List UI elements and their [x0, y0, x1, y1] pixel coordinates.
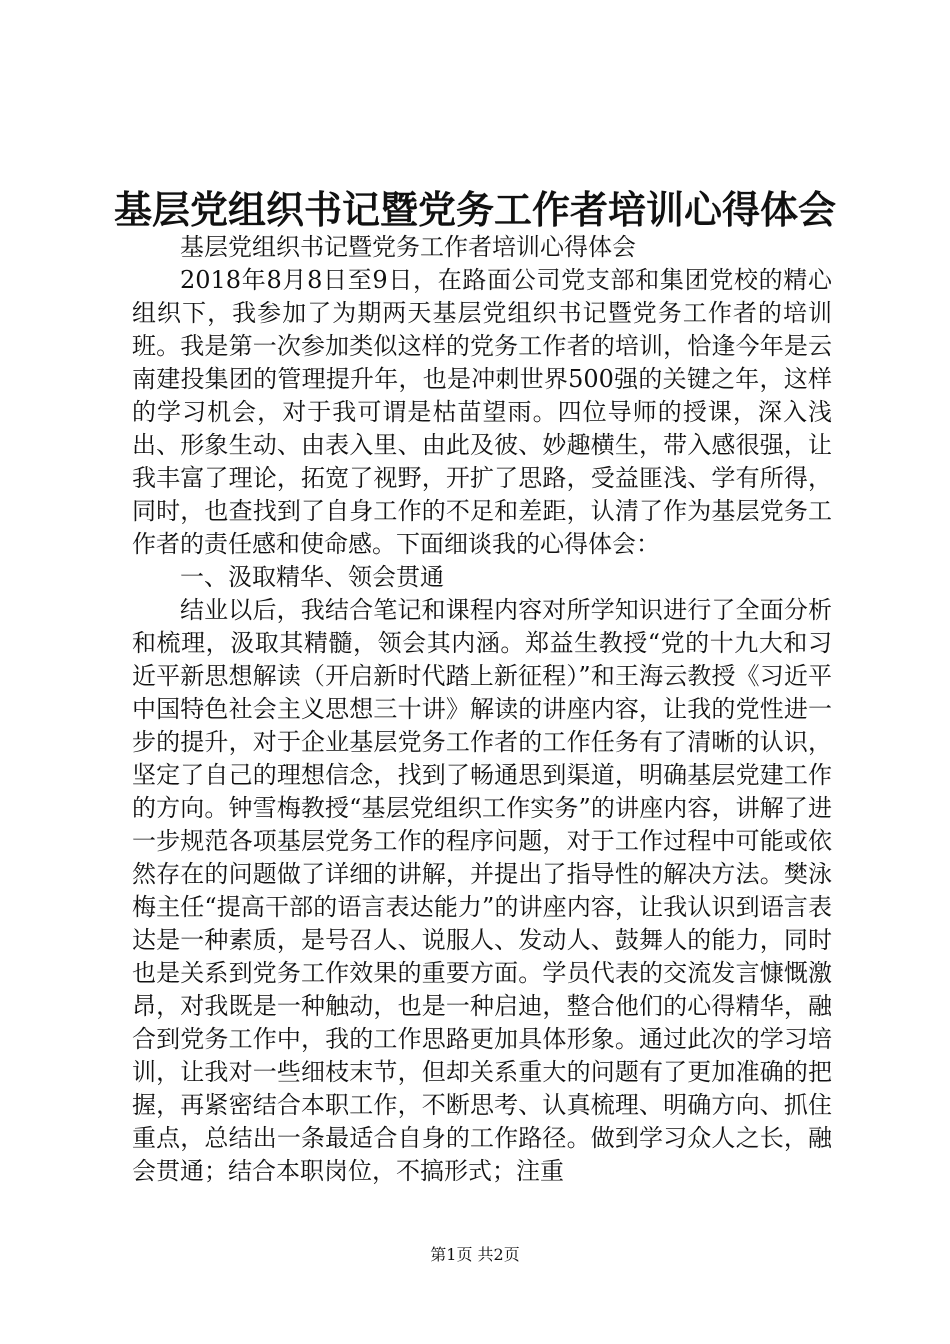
subtitle-paragraph: 基层党组织书记暨党务工作者培训心得体会 — [180, 233, 636, 261]
document-title: 基层党组织书记暨党务工作者培训心得体会 — [113, 187, 836, 232]
section-heading: 一、汲取精华、领会贯通 — [180, 563, 444, 591]
intro-paragraph: 2018年8月8日至9日，在路面公司党支部和集团党校的精心组织下，我参加了为期两天基层党组织书记暨党务工作者的培训班。我是第一次参加类似这样的党务工作者的培训，恰逢今年是云南建投集团的管理提升年，也是冲刺世界500强的关键之年，这样的学习机会，对于我可谓是枯苗望雨。四位导师的授课，深入浅出、形象生动、由表入里、由此及彼、妙趣横生，带入感很强，让我丰富了理论，拓宽了视野，开扩了思路，受益匪浅、学有所得，同时，也查找到了自身工作的不足和差距，认清了作为基层党务工作者的责任感和使命感。下面细谈我的心得体会： — [132, 266, 832, 558]
page-number-footer: 第1页 共2页 — [430, 1245, 520, 1264]
body-paragraph: 结业以后，我结合笔记和课程内容对所学知识进行了全面分析和梳理，汲取其精髓，领会其内涵。郑益生教授“党的十九大和习近平新思想解读（开启新时代踏上新征程）”和王海云教授《习近平中国特色社会主义思想三十讲》解读的讲座内容，让我的党性进一步的提升，对于企业基层党务工作者的工作任务有了清晰的认识，坚定了自己的理想信念，找到了畅通思到渠道，明确基层党建工作的方向。钟雪梅教授“基层党组织工作实务”的讲座内容，讲解了进一步规范各项基层党务工作的程序问题，对于工作过程中可能或依然存在的问题做了详细的讲解，并提出了指导性的解决方法。樊泳梅主任“提高干部的语言表达能力”的讲座内容，让我认识到语言表达是一种素质，是号召人、说服人、发动人、鼓舞人的能力，同时也是关系到党务工作效果的重要方面。学员代表的交流发言慷慨激昂，对我既是一种触动，也是一种启迪，整合他们的心得精华，融合到党务工作中，我的工作思路更加具体形象。通过此次的学习培训，让我对一些细枝末节，但却关系重大的问题有了更加准确的把握，再紧密结合本职工作，不断思考、认真梳理、明确方向、抓住重点，总结出一条最适合自身的工作路径。做到学习众人之长，融会贯通；结合本职岗位，不搞形式；注重 — [132, 596, 832, 1185]
document-body — [132, 231, 832, 1188]
